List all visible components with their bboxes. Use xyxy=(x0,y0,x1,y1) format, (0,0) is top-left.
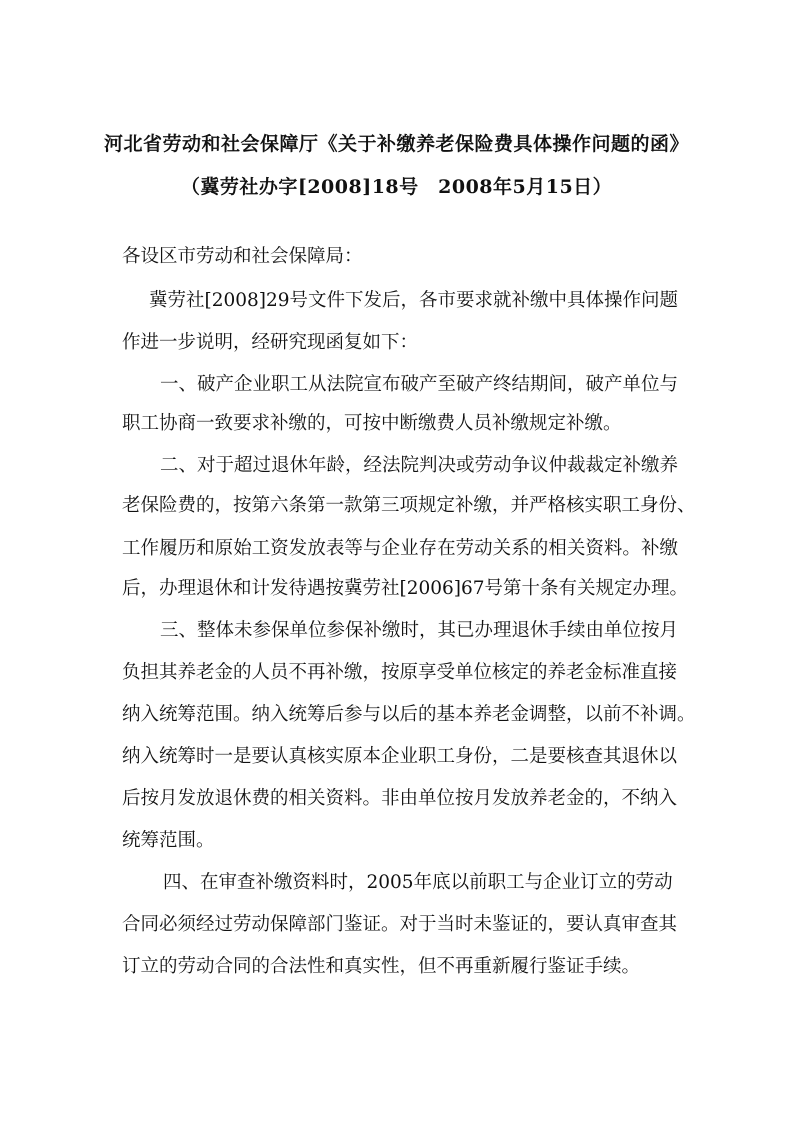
paragraph-line: 三、整体未参保单位参保补缴时，其已办理退休手续由单位按月 xyxy=(160,620,679,641)
paragraph-line: 负担其养老金的人员不再补缴，按原享受单位核定的养老金标准直接 xyxy=(122,662,678,683)
paragraph-line: 作进一步说明，经研究现函复如下： xyxy=(122,332,419,353)
paragraph-line: 四、在审查补缴资料时，2005年底以前职工与企业订立的劳动 xyxy=(163,872,673,893)
paragraph-line: 二、对于超过退休年龄，经法院判决或劳动争议仲裁裁定补缴养 xyxy=(160,455,679,476)
paragraph-line: 纳入统筹范围。纳入统筹后参与以后的基本养老金调整，以前不补调。 xyxy=(122,704,696,725)
salutation: 各设区市劳动和社会保障局： xyxy=(122,246,363,267)
document-subtitle: （冀劳社办字[2008]18号 2008年5月15日） xyxy=(180,176,613,198)
paragraph-line: 工作履历和原始工资发放表等与企业存在劳动关系的相关资料。补缴 xyxy=(122,538,678,559)
paragraph-line: 一、破产企业职工从法院宣布破产至破产终结期间，破产单位与 xyxy=(160,374,679,395)
paragraph-line: 合同必须经过劳动保障部门鉴证。对于当时未鉴证的，要认真审查其 xyxy=(122,914,678,935)
paragraph-line: 冀劳社[2008]29号文件下发后，各市要求就补缴中具体操作问题 xyxy=(149,290,679,311)
document-title: 河北省劳动和社会保障厅《关于补缴养老保险费具体操作问题的函》 xyxy=(103,133,689,155)
paragraph-line: 后按月发放退休费的相关资料。非由单位按月发放养老金的，不纳入 xyxy=(122,788,678,809)
paragraph-line: 统筹范围。 xyxy=(122,830,215,851)
paragraph-line: 纳入统筹时一是要认真核实原本企业职工身份，二是要核查其退休以 xyxy=(122,746,678,767)
paragraph-line: 订立的劳动合同的合法性和真实性，但不再重新履行鉴证手续。 xyxy=(122,956,641,977)
paragraph-line: 职工协商一致要求补缴的，可按中断缴费人员补缴规定补缴。 xyxy=(122,413,622,434)
paragraph-line: 后，办理退休和计发待遇按冀劳社[2006]67号第十条有关规定办理。 xyxy=(122,578,689,599)
paragraph-line: 老保险费的，按第六条第一款第三项规定补缴，并严格核实职工身份、 xyxy=(122,495,696,516)
